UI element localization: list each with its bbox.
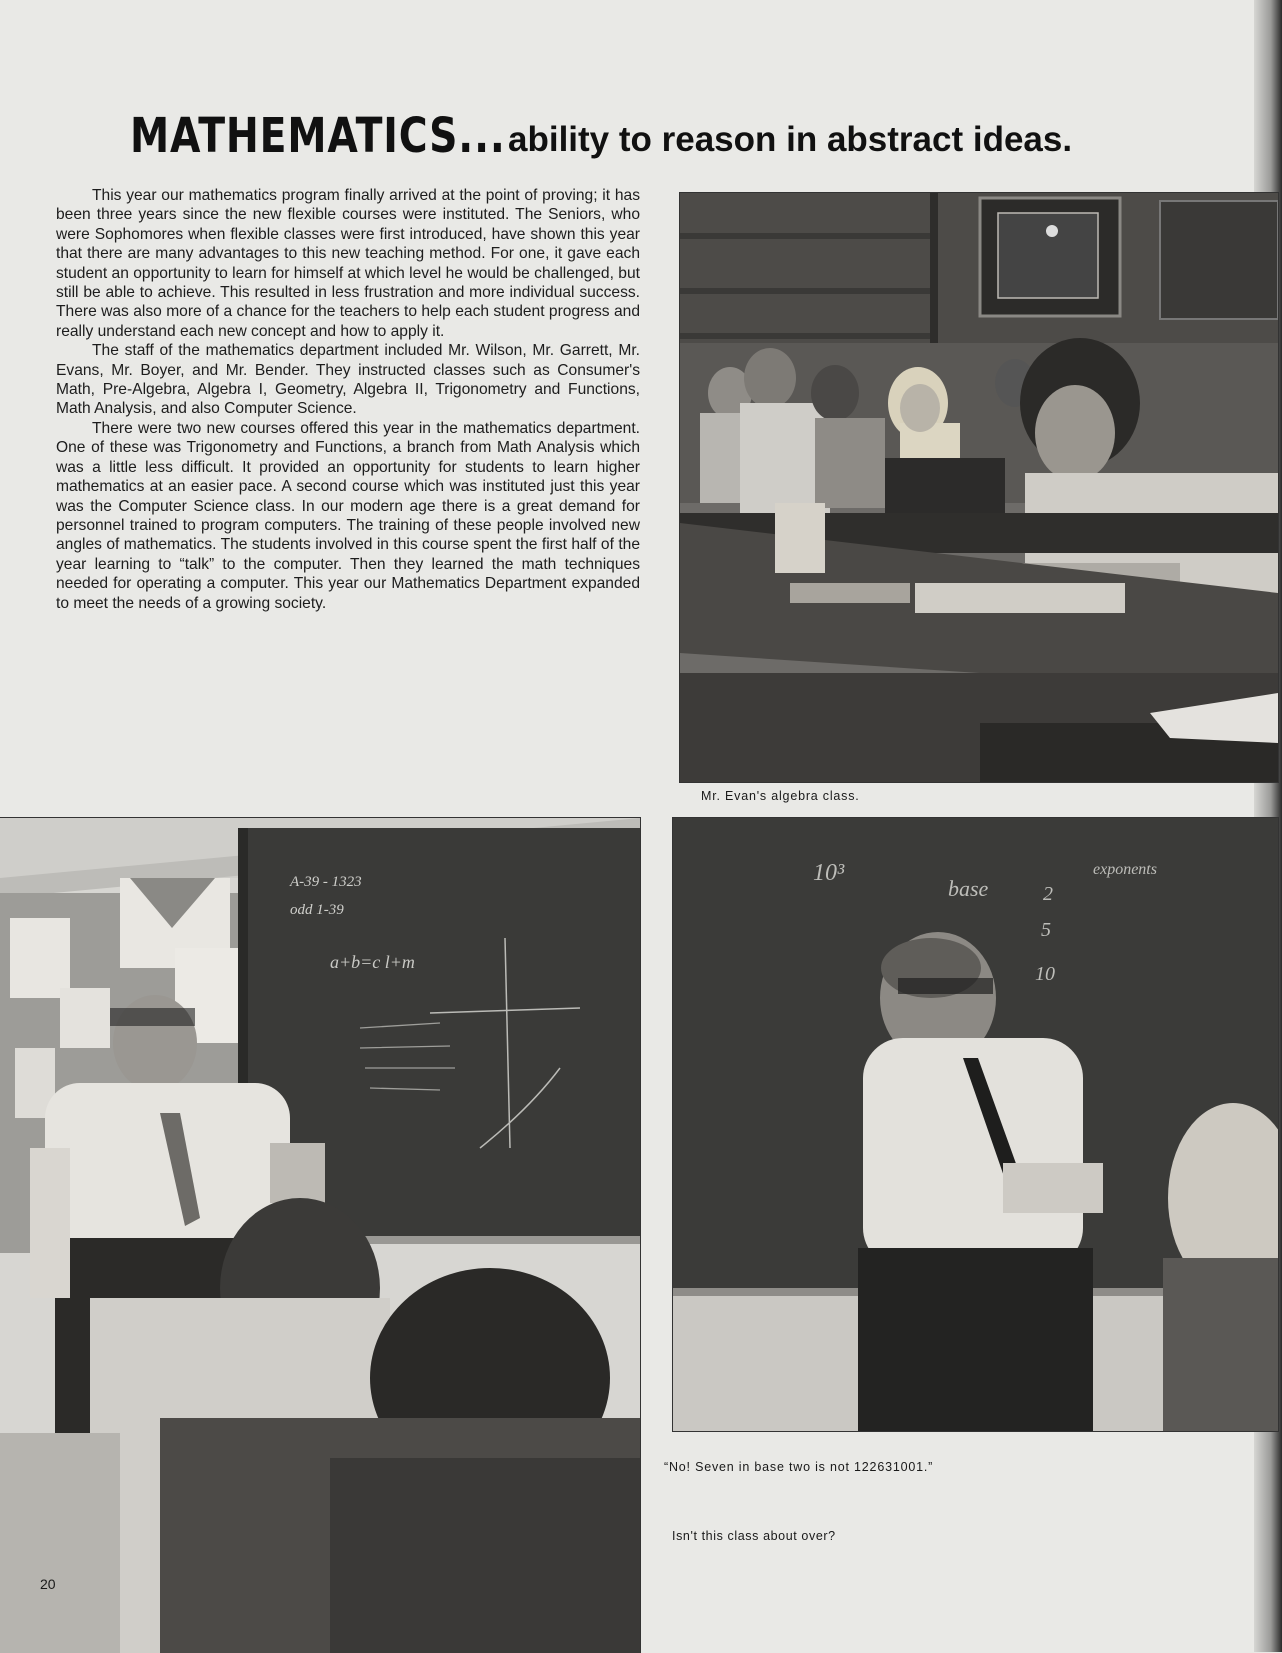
chalk-line-2: odd 1-39 — [290, 902, 344, 918]
article-paragraph: There were two new courses offered this year in the mathematics department. One of these was Trigonometry and Functions, a branch from Math Analysis which was a little less difficult. It provided an opportunity for students to learn higher mathematics at an easier pace. A second course which was instituted just this year was the Computer Science class. In our modern age there is a great demand for personnel trained to program computers. The training of these people involved new angles of mathematics. The students involved in this course spent the first half of the year learning to “talk” to the computer. Then they learned the math techniques needed for operating a computer. This year our Mathematics Department expanded to meet the needs of a growing society. — [56, 419, 640, 612]
teacher-chalkboard-left-photo — [0, 817, 641, 1653]
article-body — [56, 186, 640, 613]
page-heading — [130, 108, 1130, 168]
chalk-number-2: 5 — [1041, 919, 1051, 941]
heading-sub: ability to reason in abstract ideas. — [508, 120, 1073, 159]
chalk-number-3: 10 — [1035, 963, 1055, 985]
article-paragraph: The staff of the mathematics department included Mr. Wilson, Mr. Garrett, Mr. Evans, Mr. Boyer, and Mr. Bender. They instructed classes such as Consumer's Math, Pre-Algebra, Algebra I, Geometry, Algebra II, Trigonometry and Functions, Math Analysis, and also Computer Science. — [56, 342, 640, 418]
teacher-left-caption: Isn't this class about over? — [672, 1529, 836, 1543]
chalk-word-exponents: exponents — [1093, 861, 1157, 878]
chalk-line-1: A-39 - 1323 — [290, 874, 362, 890]
chalk-exponent: 10³ — [813, 860, 845, 886]
chalk-line-3: a+b=c l+m — [330, 952, 415, 972]
teacher-chalkboard-right-photo — [672, 817, 1279, 1432]
heading-main: MATHEMATICS... — [130, 108, 506, 164]
teacher-right-caption: “No! Seven in base two is not 122631001.” — [664, 1460, 934, 1474]
page-number: 20 — [40, 1576, 56, 1592]
classroom-photo-caption: Mr. Evan's algebra class. — [701, 789, 860, 803]
chalk-word-base: base — [948, 876, 989, 901]
article-paragraph: This year our mathematics program finally arrived at the point of proving; it has been three years since the new flexible courses were instituted. The Seniors, who were Sophomores when flexible classes were first introduced, have shown this year that there are many advantages to this new teaching method. For one, it gave each student an opportunity to learn for himself at which level he would be challenged, but still be able to achieve. This resulted in less frustration and more individual success. There was also more of a chance for the teachers to help each student progress and really understand each new concept and how to apply it. — [56, 187, 640, 340]
chalk-number-1: 2 — [1043, 883, 1053, 905]
classroom-photo — [679, 192, 1279, 783]
